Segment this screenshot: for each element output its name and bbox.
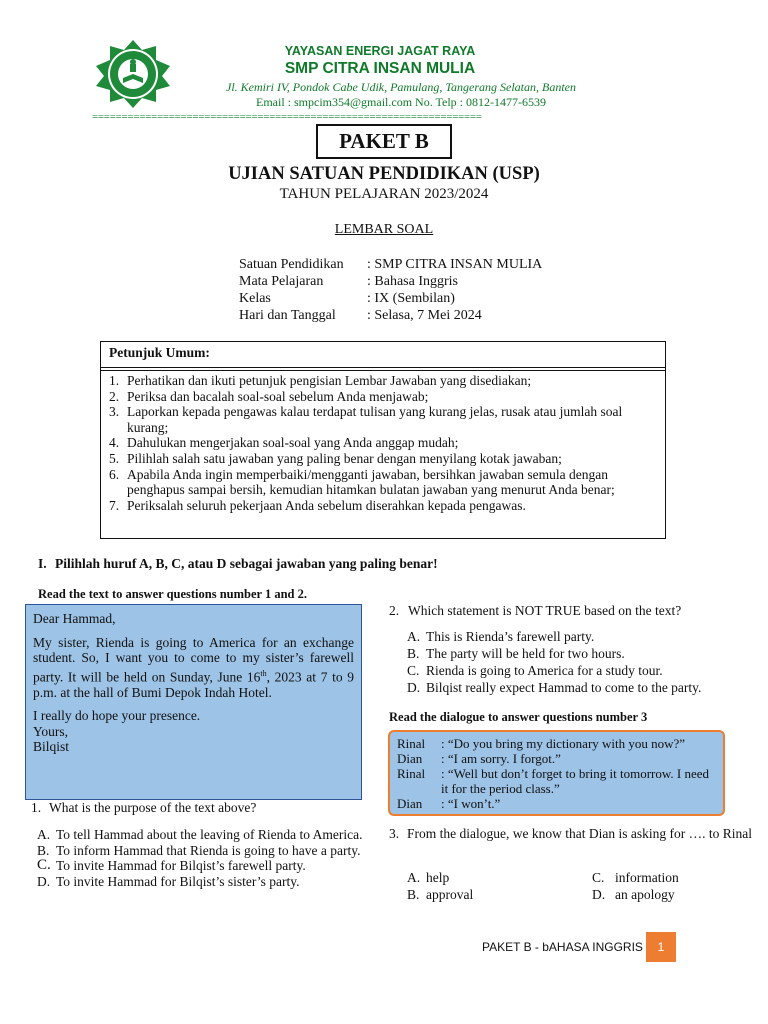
instructions-divider (101, 368, 665, 371)
question-1-options (37, 827, 377, 889)
dialogue-line (397, 736, 716, 751)
identity-row (239, 291, 455, 307)
option-text: Bilqist really expect Hammad to come to the party. (426, 680, 702, 695)
option-letter: D. (407, 680, 421, 695)
answer-option[interactable] (37, 843, 377, 859)
instruction-item (109, 467, 659, 498)
option-text: approval (426, 887, 474, 902)
answer-option[interactable] (37, 874, 377, 890)
foundation-name: YAYASAN ENERGI JAGAT RAYA (284, 44, 476, 58)
school-contact: Email : smpcim354@gmail.com No. Telp : 0812-1477-6539 (256, 95, 546, 109)
dialogue-speaker: Rinal (397, 766, 426, 781)
option-text: To invite Hammad for Bilqist’s farewell party. (56, 858, 306, 874)
page-number: 1 (646, 932, 676, 962)
option-letter: B. (407, 646, 420, 661)
letter-ordinal: th (260, 668, 267, 678)
instruction-number: 1. (109, 373, 120, 388)
letter-body (33, 635, 354, 701)
identity-key: Kelas (239, 291, 271, 306)
question-number: 2. (389, 603, 400, 618)
instruction-item (109, 435, 659, 451)
instruction-item (109, 373, 659, 389)
question-3 (389, 826, 759, 842)
dialogue-line (397, 796, 716, 811)
identity-row (239, 257, 542, 273)
option-letter: D. (37, 873, 51, 889)
exam-title: UJIAN SATUAN PENDIDIKAN (USP) (228, 164, 540, 184)
dialogue-speaker: Dian (397, 751, 423, 766)
answer-option[interactable] (37, 858, 377, 874)
instruction-number: 7. (109, 497, 120, 513)
letter-body-part: My sister, Rienda is going to America for an exchange student. So, I want you to come to my sister’s farewell party. It will be held on Sunday, June 16 (33, 634, 354, 684)
instruction-item (109, 389, 659, 405)
instructions-title: Petunjuk Umum: (101, 342, 665, 368)
letter-signoff: Yours, (33, 723, 69, 739)
answer-option[interactable] (407, 662, 757, 679)
option-letter: C. (407, 663, 420, 678)
instruction-number: 3. (109, 404, 120, 420)
package-label: PAKET B (316, 124, 452, 159)
instruction-item (109, 498, 659, 514)
option-letter: A. (37, 827, 51, 842)
instructions-list (109, 373, 659, 513)
instruction-text: Laporkan kepada pengawas kalau terdapat tulisan yang kurang jelas, rusak atau jumlah soal kurang; (127, 404, 623, 435)
option-text: To invite Hammad for Bilqist’s sister’s party. (56, 873, 300, 889)
answer-option[interactable] (407, 870, 449, 886)
dialogue-speaker: Dian (397, 796, 423, 811)
instruction-text: Periksalah seluruh pekerjaan Anda sebelum diserahkan kepada pengawas. (127, 497, 526, 513)
question-text: Which statement is NOT TRUE based on the text? (408, 603, 682, 618)
instruction-text: Pilihlah salah satu jawaban yang paling benar dengan menyilang kotak jawaban; (127, 450, 562, 466)
question-text: What is the purpose of the text above? (49, 800, 257, 815)
option-text: information (615, 870, 679, 885)
question-number: 1. (31, 800, 42, 815)
dialogue-box (388, 730, 725, 816)
question-2 (389, 603, 681, 619)
footer-label: PAKET B - bAHASA INGGRIS (482, 940, 643, 954)
option-text: To inform Hammad that Rienda is going to have a party. (56, 842, 361, 858)
option-text: an apology (615, 887, 675, 902)
reading-instruction-2: Read the dialogue to answer questions number 3 (389, 710, 648, 724)
identity-value: : SMP CITRA INSAN MULIA (367, 257, 543, 272)
section-number: I. (38, 556, 47, 571)
option-text: This is Rienda’s farewell party. (426, 629, 595, 644)
section-title-text: Pilihlah huruf A, B, C, atau D sebagai jawaban yang paling benar! (55, 556, 438, 571)
identity-value: : Selasa, 7 Mei 2024 (367, 308, 482, 323)
question-number: 3. (389, 826, 400, 841)
identity-row (239, 274, 458, 290)
section-heading (38, 556, 438, 572)
instruction-number: 6. (109, 466, 120, 482)
answer-option[interactable] (407, 679, 757, 696)
question-text: From the dialogue, we know that Dian is asking for …. to Rinal (407, 826, 752, 841)
option-letter: A. (407, 870, 421, 885)
answer-option[interactable] (407, 887, 473, 903)
answer-option[interactable] (592, 870, 679, 886)
dialogue-text: : “I won’t.” (441, 796, 501, 811)
instruction-text: Dahulukan mengerjakan soal-soal yang Anda anggap mudah; (127, 435, 459, 451)
instructions-box (100, 341, 666, 539)
question-2-options (407, 628, 757, 696)
instruction-number: 4. (109, 435, 120, 451)
invitation-letter (25, 604, 362, 800)
letter-salutation: Dear Hammad, (33, 611, 116, 626)
answer-option[interactable] (37, 827, 377, 843)
option-letter: B. (37, 842, 50, 858)
option-letter: C. (37, 857, 51, 874)
identity-key: Satuan Pendidikan (239, 257, 344, 272)
identity-key: Hari dan Tanggal (239, 308, 336, 323)
school-logo (90, 38, 176, 110)
letter-signature: Bilqist (33, 739, 70, 754)
reading-instruction-1: Read the text to answer questions number 1 and 2. (38, 587, 308, 601)
answer-option[interactable] (407, 628, 757, 645)
question-1 (31, 800, 256, 816)
dialogue-text: : “I am sorry. I forgot.” (441, 751, 561, 766)
option-letter: C. (592, 870, 605, 885)
instruction-number: 5. (109, 450, 120, 466)
dialogue-line (397, 766, 716, 796)
school-name: SMP CITRA INSAN MULIA (284, 60, 476, 77)
letter-body-part: , 2023 at 7 to 9 p.m. at the hall of Bumi Depok Indah Hotel. (33, 669, 354, 700)
instruction-item (109, 451, 659, 467)
sheet-label-text: LEMBAR SOAL (334, 222, 434, 237)
identity-value: : IX (Sembilan) (367, 291, 455, 306)
option-text: The party will be held for two hours. (426, 646, 625, 661)
header-divider: ================================================================== (92, 111, 482, 123)
instruction-text: Periksa dan bacalah soal-soal sebelum Anda menjawab; (127, 388, 429, 404)
instruction-item (109, 404, 659, 435)
option-text: To tell Hammad about the leaving of Rienda to America. (56, 827, 363, 842)
option-letter: B. (407, 887, 420, 902)
answer-option[interactable] (407, 645, 757, 662)
identity-key: Mata Pelajaran (239, 274, 324, 289)
school-year: TAHUN PELAJARAN 2023/2024 (279, 186, 489, 202)
answer-option[interactable] (592, 887, 675, 903)
dialogue-line (397, 751, 716, 766)
option-letter: A. (407, 629, 421, 644)
identity-value: : Bahasa Inggris (367, 274, 458, 289)
instruction-number: 2. (109, 388, 120, 404)
dialogue-text: : “Well but don’t forget to bring it tomorrow. I need it for the period class.” (441, 766, 710, 796)
letter-closing: I really do hope your presence. (33, 708, 201, 723)
option-letter: D. (592, 887, 606, 902)
option-text: Rienda is going to America for a study tour. (426, 663, 663, 678)
school-address: Jl. Kemiri IV, Pondok Cabe Udik, Pamulang, Tangerang Selatan, Banten (226, 80, 576, 94)
dialogue-text: : “Do you bring my dictionary with you now?” (441, 736, 686, 751)
dialogue-speaker: Rinal (397, 736, 426, 751)
option-text: help (426, 870, 450, 885)
sheet-label (140, 222, 628, 238)
instruction-text: Apabila Anda ingin memperbaiki/mengganti jawaban, bersihkan jawaban semula dengan penghapus sampai bersih, kemudian hitamkan bulatan jawaban yang menurut Anda benar; (127, 466, 615, 498)
identity-row (239, 308, 482, 324)
instruction-text: Perhatikan dan ikuti petunjuk pengisian Lembar Jawaban yang disediakan; (127, 373, 532, 388)
